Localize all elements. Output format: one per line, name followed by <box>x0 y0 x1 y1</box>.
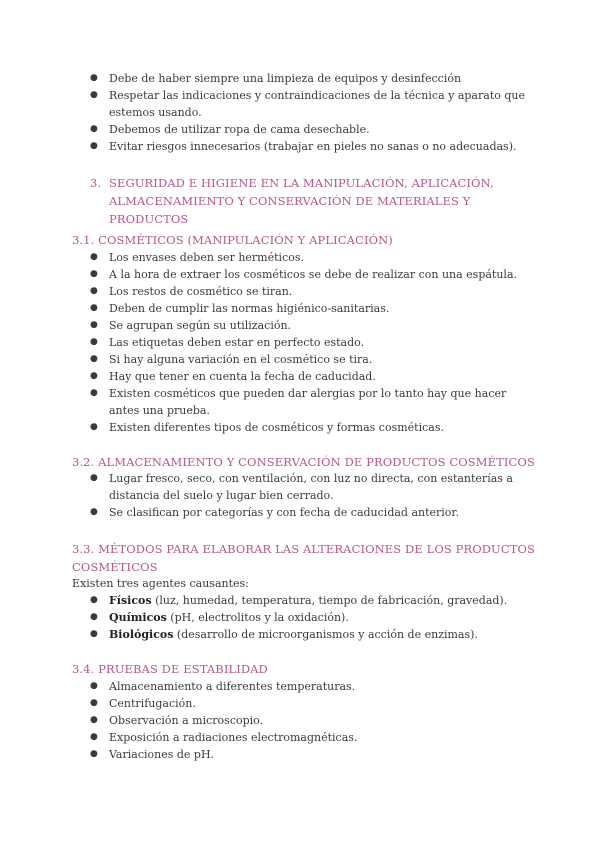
list-item: ● Respetar las indicaciones y contraindicaciones de la técnica y aparato que estemos usando. <box>90 89 525 119</box>
list-item: ● Biológicos (desarrollo de microorganismos y acción de enzimas). <box>90 628 478 641</box>
intro-list <box>0 70 600 155</box>
list-item: ● Centrifugación. <box>90 697 196 710</box>
s34-list <box>0 678 427 763</box>
bullet-icon: ● <box>90 422 98 432</box>
section-3-3-heading: 3.3. MÉTODOS PARA ELABORAR LAS ALTERACIONES DE LOS PRODUCTOS COSMÉTICOS <box>72 542 536 574</box>
bullet-icon: ● <box>90 612 98 622</box>
bullet-icon: ● <box>90 749 98 759</box>
list-item: ● Se agrupan según su utilización. <box>90 319 292 332</box>
bullet-icon: ● <box>90 320 98 330</box>
bullet-icon: ● <box>90 354 98 364</box>
s33-intro: Existen tres agentes causantes: <box>72 577 249 590</box>
bullet-icon: ● <box>90 90 98 100</box>
list-item: ● Las etiquetas deben estar en perfecto estado. <box>90 336 365 349</box>
bullet-icon: ● <box>90 303 98 313</box>
list-item: ● Deben de cumplir las normas higiénico-sanitarias. <box>90 302 390 315</box>
list-item: ● A la hora de extraer los cosméticos se debe de realizar con una espátula. <box>90 268 517 281</box>
list-item: ● Lugar fresco, seco, con ventilación, con luz no directa, con estanterías a distancia del suelo y lugar bien cerrado. <box>90 472 513 502</box>
bullet-icon: ● <box>90 252 98 262</box>
section-3-4-heading: 3.4. PRUEBAS DE ESTABILIDAD <box>72 662 268 676</box>
bullet-icon: ● <box>90 73 98 83</box>
list-item: ● Almacenamiento a diferentes temperaturas. <box>90 680 356 693</box>
list-item: ● Existen diferentes tipos de cosméticos y formas cosméticas. <box>90 421 444 434</box>
list-item: ● Variaciones de pH. <box>90 748 215 761</box>
section-number: 3. <box>90 176 102 190</box>
bullet-icon: ● <box>90 388 98 398</box>
list-item: ● Observación a microscopio. <box>90 714 264 727</box>
bullet-icon: ● <box>90 473 98 483</box>
list-item: ● Físicos (luz, humedad, temperatura, tiempo de fabricación, gravedad). <box>90 594 508 607</box>
bullet-icon: ● <box>90 269 98 279</box>
list-item: ● Si hay alguna variación en el cosmético se tira. <box>90 353 373 366</box>
list-item: ● Exposición a radiaciones electromagnéticas. <box>90 731 358 744</box>
section-title: SEGURIDAD E HIGIENE EN LA MANIPULACIÓN, APLICACIÓN, ALMACENAMIENTO Y CONSERVACIÓN DE MATERIALES Y PRODUCTOS <box>109 176 494 226</box>
list-item: ● Existen cosméticos que pueden dar alergias por lo tanto hay que hacer antes una prueba. <box>90 387 507 417</box>
section-3-2-heading: 3.2. ALMACENAMIENTO Y CONSERVACIÓN DE PRODUCTOS COSMÉTICOS <box>72 455 535 469</box>
bullet-icon: ● <box>90 286 98 296</box>
list-item: ● Evitar riesgos innecesarios (trabajar en pieles no sanas o no adecuadas). <box>90 140 517 153</box>
list-item: ● Se clasifican por categorías y con fecha de caducidad anterior. <box>90 506 459 519</box>
bullet-icon: ● <box>90 507 98 517</box>
bullet-icon: ● <box>90 629 98 639</box>
list-item: ● Químicos (pH, electrolitos y la oxidación). <box>90 611 349 624</box>
section-3-heading <box>90 174 539 228</box>
bullet-icon: ● <box>90 732 98 742</box>
bullet-icon: ● <box>90 681 98 691</box>
section-3-1-heading: 3.1. COSMÉTICOS (MANIPULACIÓN Y APLICACIÓN) <box>72 233 393 247</box>
bullet-icon: ● <box>90 595 98 605</box>
s32-list <box>0 470 600 521</box>
list-item: ● Debemos de utilizar ropa de cama desechable. <box>90 123 370 136</box>
s33-list <box>0 592 577 643</box>
s31-list <box>0 249 600 436</box>
bullet-icon: ● <box>90 698 98 708</box>
bullet-icon: ● <box>90 141 98 151</box>
list-item: ● Los restos de cosmético se tiran. <box>90 285 293 298</box>
bullet-icon: ● <box>90 337 98 347</box>
list-item: ● Debe de haber siempre una limpieza de equipos y desinfección <box>90 72 462 85</box>
bullet-icon: ● <box>90 124 98 134</box>
list-item: ● Hay que tener en cuenta la fecha de caducidad. <box>90 370 376 383</box>
list-item: ● Los envases deben ser herméticos. <box>90 251 304 264</box>
bullet-icon: ● <box>90 715 98 725</box>
bullet-icon: ● <box>90 371 98 381</box>
